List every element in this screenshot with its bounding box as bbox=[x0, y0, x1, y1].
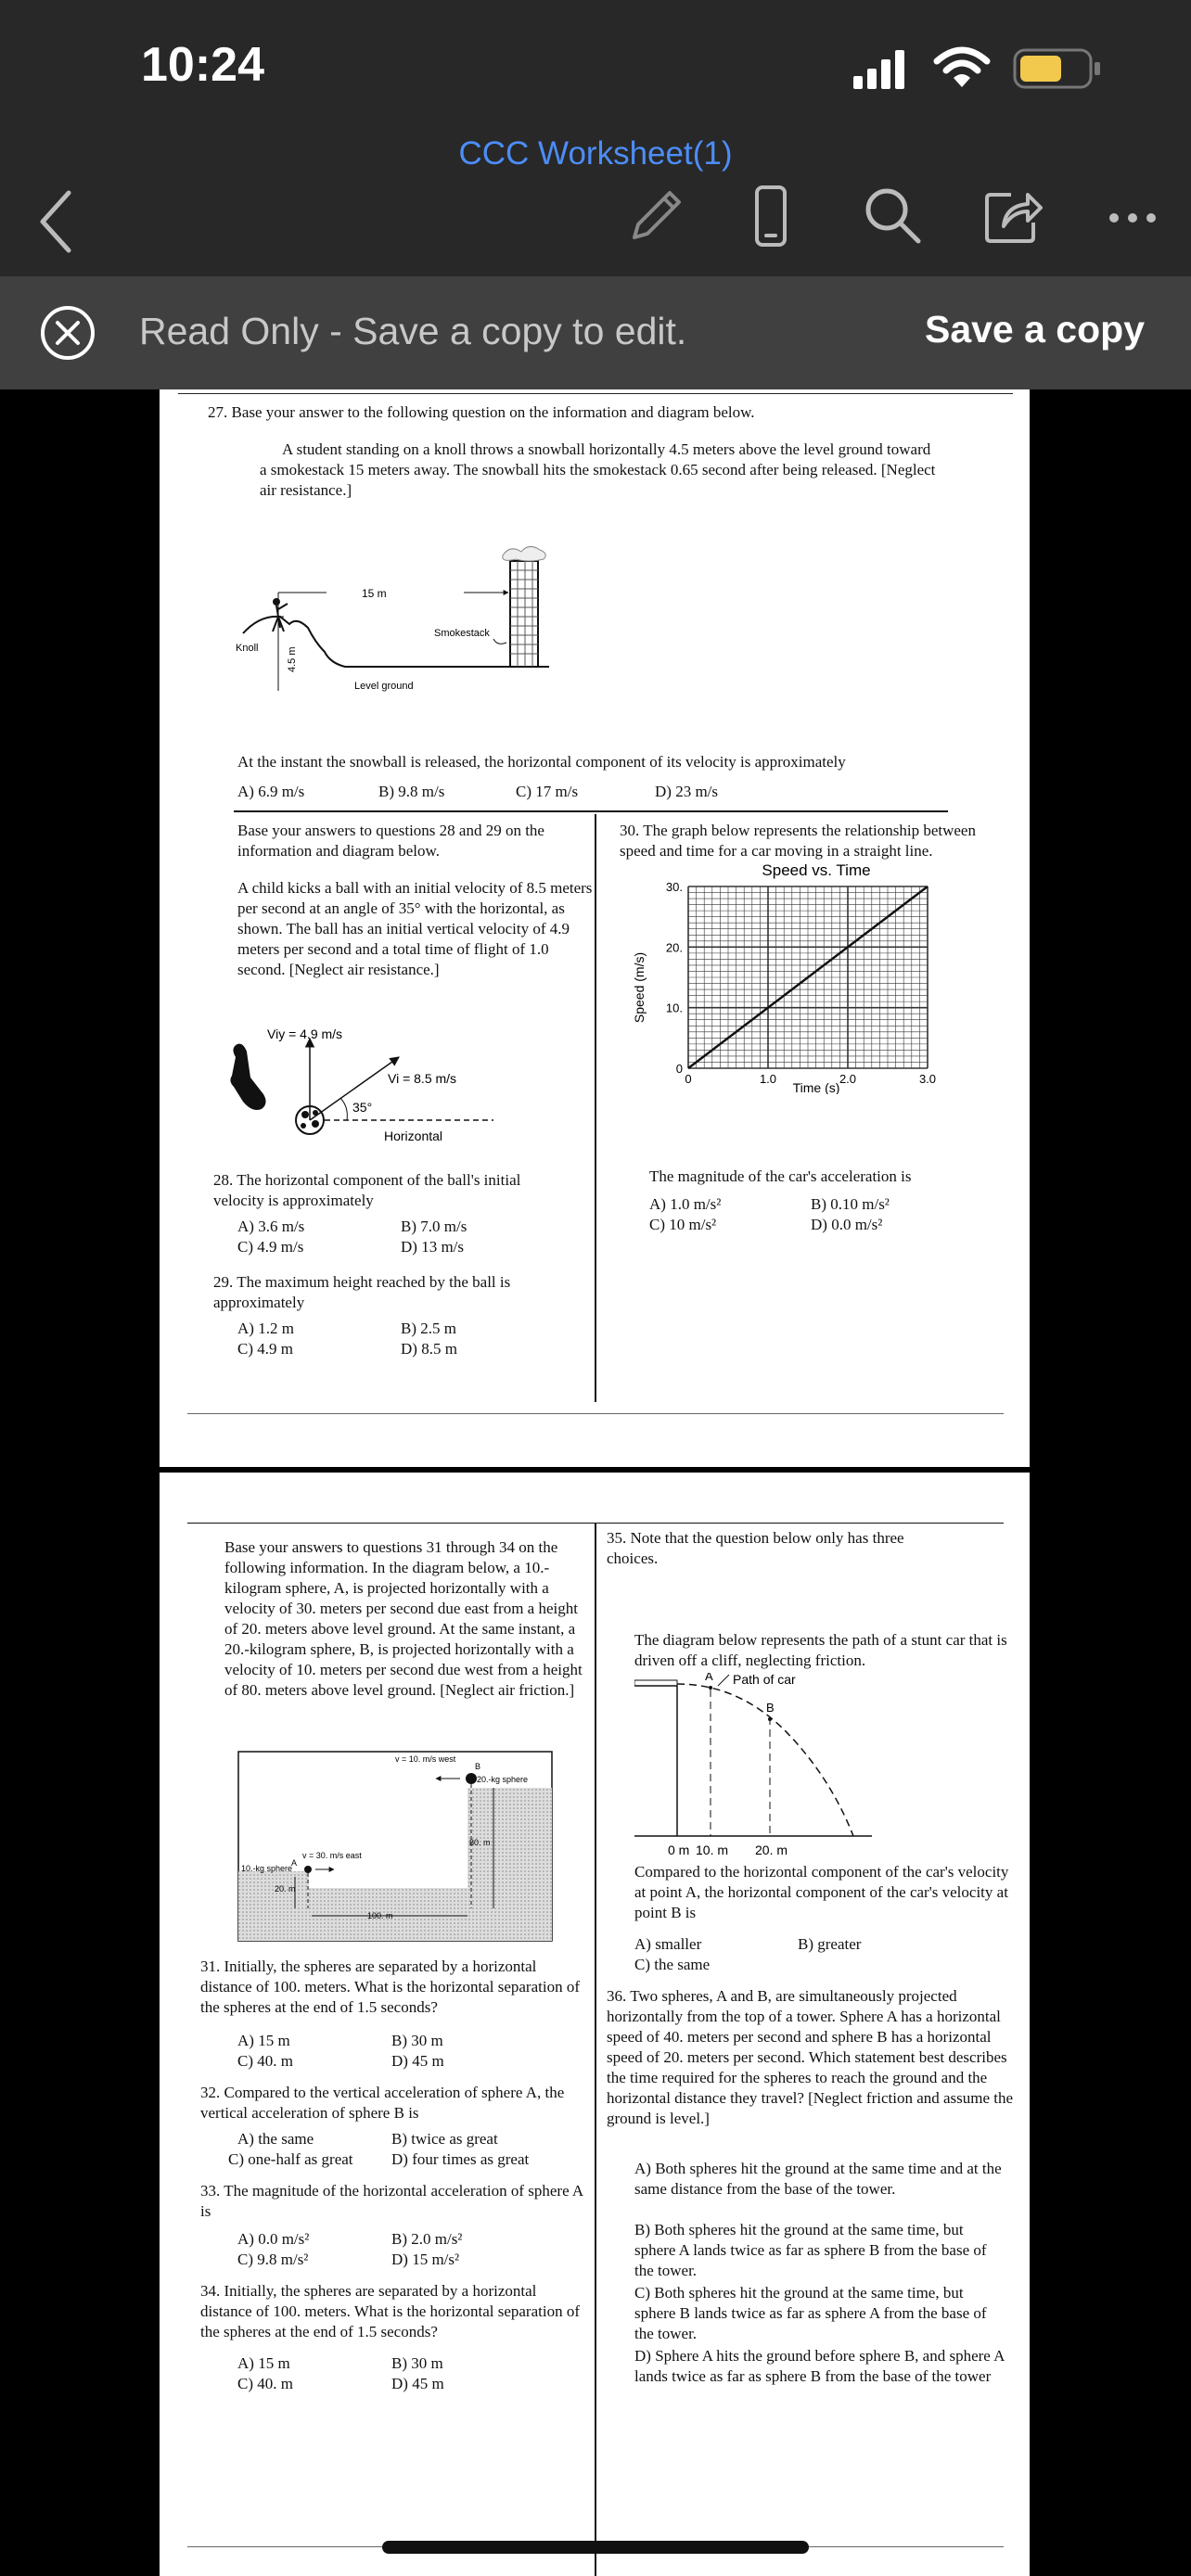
chart-title: Speed vs. Time bbox=[762, 862, 871, 879]
d100-label: 100. m bbox=[367, 1911, 393, 1920]
q35-note: 35. Note that the question below only has three choices. bbox=[607, 1529, 904, 1567]
q28-choice-a[interactable]: A) 3.6 m/s bbox=[237, 1218, 305, 1235]
x10-label: 10. m bbox=[696, 1843, 729, 1857]
column-divider bbox=[595, 1523, 596, 2576]
viy-label: Viy = 4.9 m/s bbox=[267, 1027, 343, 1041]
q30-choice-c[interactable]: C) 10 m/s² bbox=[649, 1216, 717, 1233]
q35-choice-a[interactable]: A) smaller bbox=[634, 1935, 702, 1953]
q31-choice-c[interactable]: C) 40. m bbox=[237, 2052, 293, 2070]
q36-choice-a[interactable]: A) Both spheres hit the ground at the same time and at the same distance from the base of the tower. bbox=[634, 2160, 1002, 2198]
q29-text: 29. The maximum height reached by the ball is approximately bbox=[213, 1273, 511, 1311]
q30-choice-b[interactable]: B) 0.10 m/s² bbox=[811, 1195, 890, 1213]
chart-xlabel: Time (s) bbox=[792, 1080, 840, 1094]
h80-label: 80. m bbox=[469, 1838, 491, 1847]
q34-choice-d[interactable]: D) 45 m bbox=[391, 2375, 444, 2392]
signal-icon bbox=[853, 48, 918, 89]
q29-choice-d[interactable]: D) 8.5 m bbox=[401, 1340, 457, 1358]
q31-text: 31. Initially, the spheres are separated by a horizontal distance of 100. meters. What is the horizontal separation of the spheres at the end of 1.5 seconds? bbox=[200, 1958, 580, 2016]
q31-34-intro: Base your answers to questions 31 through 34 on the following information. In the diagram below, a 10.-kilogram sphere, A, is projected horizontally with a velocity of 30. meters per second due east from a height of 20. meters above level ground. At the same instant, a 20.-kilogram sphere, B, is projected horizontally with a velocity of 10. meters per second due west from a height of 80. meters above level ground. [Neglect air friction.] bbox=[224, 1538, 583, 1699]
q27-choice-d[interactable]: D) 23 m/s bbox=[655, 783, 718, 800]
q36-choice-d[interactable]: D) Sphere A hits the ground before sphere B, and sphere A lands twice as far as sphere B from the base of the tower bbox=[634, 2347, 1005, 2385]
x-tick-label: 2.0 bbox=[839, 1072, 857, 1086]
document-title[interactable]: CCC Worksheet(1) bbox=[458, 135, 733, 172]
q32-choice-b[interactable]: B) twice as great bbox=[391, 2130, 498, 2148]
close-icon[interactable] bbox=[39, 304, 96, 362]
q30-choice-d[interactable]: D) 0.0 m/s² bbox=[811, 1216, 883, 1233]
q33-choice-a[interactable]: A) 0.0 m/s² bbox=[237, 2230, 310, 2248]
q27-question: At the instant the snowball is released, the horizontal component of its velocity is approximately bbox=[237, 753, 846, 771]
smokestack-label: Smokestack bbox=[434, 628, 490, 639]
column-divider bbox=[595, 814, 596, 1402]
q30-choice-a[interactable]: A) 1.0 m/s² bbox=[649, 1195, 722, 1213]
read-only-text: Read Only - Save a copy to edit. bbox=[139, 310, 687, 352]
angle-label: 35° bbox=[352, 1100, 373, 1115]
horizontal-label: Horizontal bbox=[384, 1129, 443, 1143]
snowball-diagram bbox=[232, 542, 788, 737]
cliff bbox=[634, 1686, 677, 1836]
q34-choice-c[interactable]: C) 40. m bbox=[237, 2375, 293, 2392]
q28-choice-d[interactable]: D) 13 m/s bbox=[401, 1238, 464, 1256]
path-label: Path of car bbox=[733, 1673, 796, 1687]
car bbox=[634, 1680, 677, 1686]
h20-label: 20. m bbox=[275, 1884, 296, 1894]
q27-choice-a[interactable]: A) 6.9 m/s bbox=[237, 783, 305, 800]
q33-choice-b[interactable]: B) 2.0 m/s² bbox=[391, 2230, 463, 2248]
stunt-car-diagram bbox=[634, 1673, 894, 1858]
ground-label: Level ground bbox=[354, 681, 414, 692]
x-tick-label: 1.0 bbox=[759, 1072, 777, 1086]
y-tick-label: 0 bbox=[675, 1062, 683, 1076]
q28-29-intro: Base your answers to questions 28 and 29 on the information and diagram below. bbox=[237, 822, 544, 860]
document-page-1 bbox=[160, 389, 1030, 1467]
height-label: 4.5 m bbox=[287, 646, 298, 672]
x0-label: 0 m bbox=[668, 1843, 690, 1857]
status-bar bbox=[0, 0, 1191, 130]
q32-choice-a[interactable]: A) the same bbox=[237, 2130, 314, 2148]
short-ledge bbox=[238, 1871, 309, 1888]
more-icon[interactable] bbox=[1108, 211, 1163, 224]
y-tick-label: 30. bbox=[665, 880, 683, 894]
q27-intro: A student standing on a knoll throws a snowball horizontally 4.5 meters above the level ground toward a smokestack 15 meters away. The snowball hits the smokestack 0.65 second after being released. [Neglect air resistance.] bbox=[260, 440, 936, 499]
q29-choice-a[interactable]: A) 1.2 m bbox=[237, 1320, 294, 1337]
pencil-icon[interactable] bbox=[623, 184, 688, 249]
q32-choice-c[interactable]: C) one-half as great bbox=[228, 2150, 353, 2168]
sphere-a-label: 10.-kg sphere bbox=[241, 1864, 293, 1873]
vb-label: v = 10. m/s west bbox=[395, 1754, 456, 1764]
student-head bbox=[273, 598, 280, 606]
q33-choice-c[interactable]: C) 9.8 m/s² bbox=[237, 2251, 309, 2268]
q27-header: 27. Base your answer to the following question on the information and diagram below. bbox=[208, 403, 755, 421]
distance-label: 15 m bbox=[362, 587, 387, 600]
q36-text: 36. Two spheres, A and B, are simultaneously projected horizontally from the top of a tower. Sphere A has a horizontal speed of 40. meters per second and sphere B has a horizontal speed of 20. meters per second. Which statement best describes the time required for the spheres to reach the ground and the horizontal distance they travel? [Neglect friction and assume the ground is level.] bbox=[607, 1987, 1014, 2127]
point-b-label: B bbox=[766, 1701, 775, 1715]
save-copy-button[interactable]: Save a copy bbox=[924, 308, 1145, 351]
document-page-2 bbox=[160, 1473, 1030, 2576]
q31-choice-b[interactable]: B) 30 m bbox=[391, 2032, 443, 2049]
y-tick-label: 20. bbox=[665, 940, 683, 955]
q30-question: The magnitude of the car's acceleration is bbox=[649, 1167, 912, 1185]
document-toolbar bbox=[0, 130, 1191, 276]
q35-choice-b[interactable]: B) greater bbox=[798, 1935, 862, 1953]
x20-label: 20. m bbox=[755, 1843, 788, 1857]
battery-icon bbox=[1013, 48, 1102, 91]
q34-choice-b[interactable]: B) 30 m bbox=[391, 2354, 443, 2372]
q33-choice-d[interactable]: D) 15 m/s² bbox=[391, 2251, 460, 2268]
wifi-icon bbox=[933, 45, 991, 91]
back-icon[interactable] bbox=[37, 189, 74, 254]
spheres-diagram bbox=[237, 1751, 557, 1945]
sphere-a bbox=[304, 1866, 312, 1873]
vi-label: Vi = 8.5 m/s bbox=[388, 1071, 457, 1086]
knoll-label: Knoll bbox=[236, 643, 259, 654]
divider bbox=[178, 393, 1013, 394]
smokestack bbox=[510, 561, 538, 667]
divider bbox=[187, 1413, 1004, 1414]
q27-choice-c[interactable]: C) 17 m/s bbox=[516, 783, 579, 800]
va-label: v = 30. m/s east bbox=[302, 1851, 362, 1860]
q35-intro: The diagram below represents the path of a stunt car that is driven off a cliff, neglecting friction. bbox=[634, 1631, 1007, 1669]
x-tick-label: 0 bbox=[685, 1072, 692, 1086]
q30-text: 30. The graph below represents the relationship between speed and time for a car moving in a straight line. bbox=[620, 822, 976, 860]
q31-choice-a[interactable]: A) 15 m bbox=[237, 2032, 290, 2049]
home-indicator[interactable] bbox=[382, 2541, 809, 2554]
q36-choice-b[interactable]: B) Both spheres hit the ground at the same time, but sphere A lands twice as far as sphere B from the base of the tower. bbox=[634, 2221, 987, 2279]
y-tick-label: 10. bbox=[665, 1001, 683, 1015]
speed-time-chart bbox=[631, 862, 946, 1094]
q34-choice-a[interactable]: A) 15 m bbox=[237, 2354, 290, 2372]
q35-question: Compared to the horizontal component of the car's velocity at point A, the horizontal component of the car's velocity at point B is bbox=[634, 1863, 1009, 1921]
q33-text: 33. The magnitude of the horizontal acceleration of sphere A is bbox=[200, 2182, 583, 2220]
read-only-banner bbox=[0, 276, 1191, 389]
q29-choice-c[interactable]: C) 4.9 m bbox=[237, 1340, 293, 1358]
q34-text: 34. Initially, the spheres are separated by a horizontal distance of 100. meters. What is the horizontal separation of the spheres at the end of 1.5 seconds? bbox=[200, 2282, 580, 2340]
smoke bbox=[503, 546, 545, 561]
q28-choice-c[interactable]: C) 4.9 m/s bbox=[237, 1238, 304, 1256]
q35-choice-c[interactable]: C) the same bbox=[634, 1956, 711, 1973]
q28-choice-b[interactable]: B) 7.0 m/s bbox=[401, 1218, 467, 1235]
car-path bbox=[677, 1684, 853, 1836]
mobile-view-icon[interactable] bbox=[753, 184, 790, 250]
x-tick-label: 3.0 bbox=[918, 1072, 937, 1086]
ball-kick-diagram bbox=[215, 1020, 521, 1187]
q28-text: 28. The horizontal component of the ball's initial velocity is approximately bbox=[213, 1171, 521, 1209]
q36-choice-c[interactable]: C) Both spheres hit the ground at the same time, but sphere B lands twice as far as sphere A from the base of the tower. bbox=[634, 2284, 987, 2342]
child-leg bbox=[230, 1044, 265, 1110]
q28-29-info: A child kicks a ball with an initial velocity of 8.5 meters per second at an angle of 35° with the horizontal, as shown. The ball has an initial vertical velocity of 4.9 meters per second and a total time of flight of 1.0 second. [Neglect air resistance.] bbox=[237, 879, 593, 978]
q29-choice-b[interactable]: B) 2.5 m bbox=[401, 1320, 456, 1337]
q27-choice-b[interactable]: B) 9.8 m/s bbox=[378, 783, 445, 800]
b-label: B bbox=[475, 1762, 481, 1771]
point-a-label: A bbox=[705, 1673, 713, 1683]
q31-choice-d[interactable]: D) 45 m bbox=[391, 2052, 444, 2070]
chart-ylabel: Speed (m/s) bbox=[632, 951, 647, 1024]
sphere-b-label: 20.-kg sphere bbox=[477, 1775, 529, 1784]
share-icon[interactable] bbox=[983, 185, 1044, 247]
a-label: A bbox=[291, 1858, 298, 1868]
search-icon[interactable] bbox=[863, 185, 924, 247]
q32-choice-d[interactable]: D) four times as great bbox=[391, 2150, 530, 2168]
status-time: 10:24 bbox=[141, 38, 264, 92]
q32-text: 32. Compared to the vertical acceleration of sphere A, the vertical acceleration of sphere B is bbox=[200, 2084, 565, 2122]
divider bbox=[234, 810, 948, 812]
sphere-b bbox=[466, 1773, 477, 1784]
